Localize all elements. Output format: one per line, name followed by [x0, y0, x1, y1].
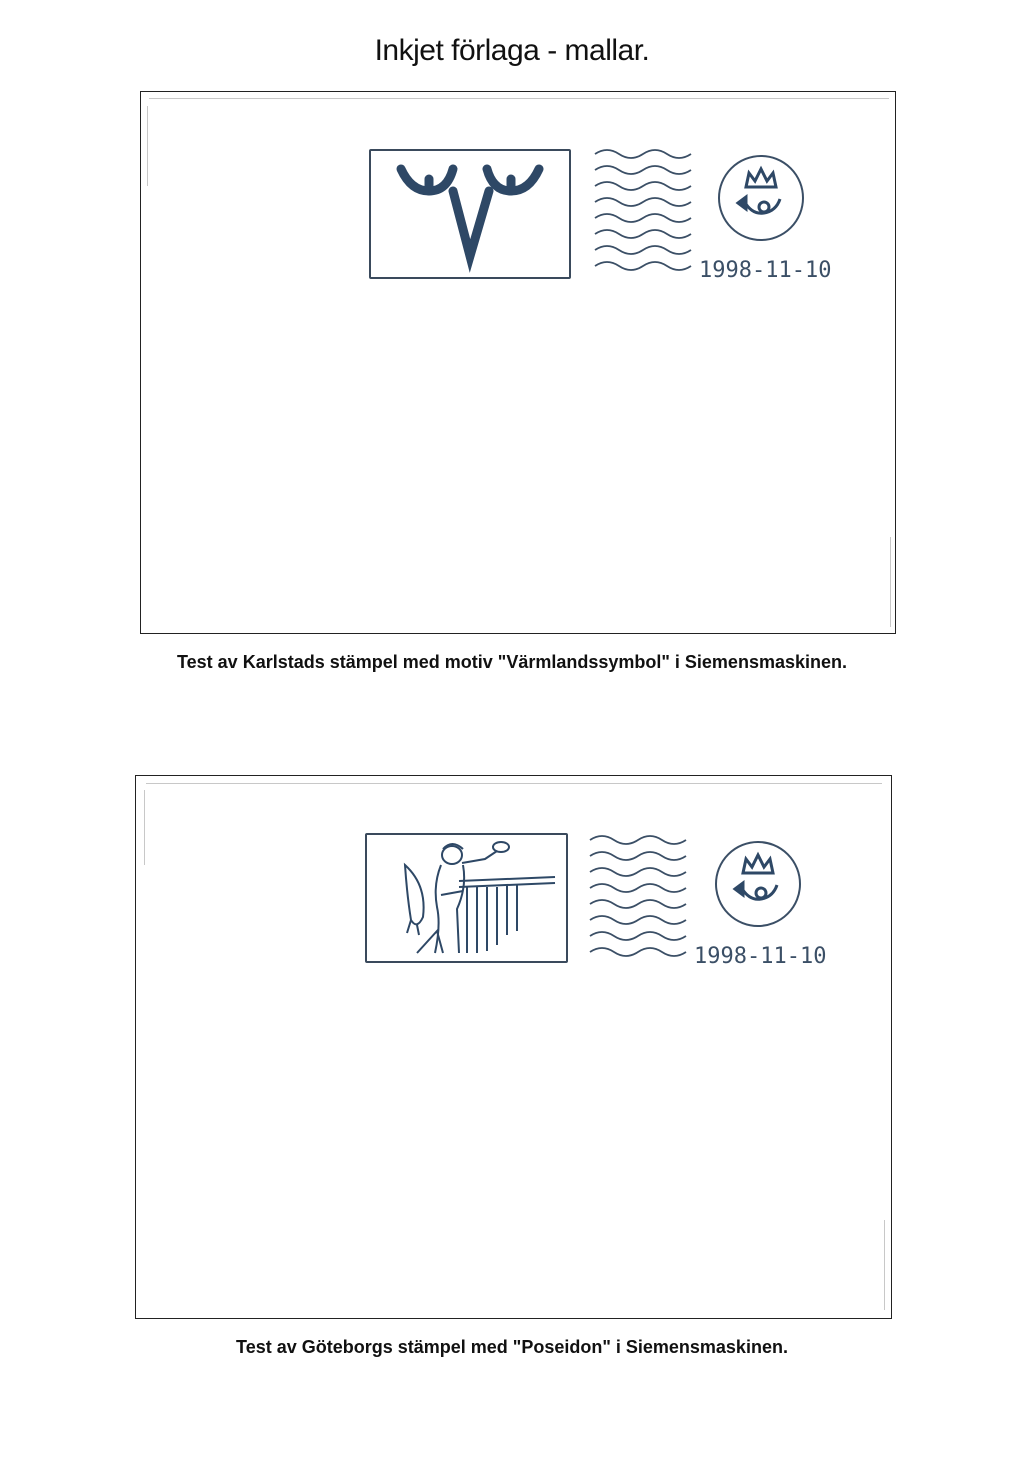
postmark-date: 1998-11-10: [699, 258, 832, 283]
wavy-cancel-lines: [593, 146, 693, 276]
envelope-goteborg: [135, 775, 892, 1319]
page-title: Inkjet förlaga - mallar.: [374, 34, 650, 67]
varmland-symbol-stamp: [369, 149, 571, 279]
scan-edge-left: [147, 106, 148, 186]
scan-edge-top: [146, 783, 882, 784]
scan-edge-right: [884, 1220, 885, 1310]
wavy-cancel-lines: [588, 832, 688, 962]
posthorn-crown-icon: [713, 839, 803, 929]
caption-karlstad: Test av Karlstads stämpel med motiv "Värmlandssymbol" i Siemensmaskinen.: [177, 652, 847, 672]
poseidon-stamp: [365, 833, 568, 963]
envelope-karlstad: [140, 91, 896, 634]
scan-edge-top: [149, 98, 889, 99]
poseidon-icon: [367, 835, 566, 961]
varmland-symbol-icon: [371, 151, 569, 277]
postmark-date: 1998-11-10: [694, 944, 827, 969]
caption-goteborg: Test av Göteborgs stämpel med "Poseidon" i Siemensmaskinen.: [236, 1337, 788, 1357]
scan-edge-left: [144, 790, 145, 865]
posthorn-crown-icon: [716, 153, 806, 243]
scan-edge-right: [890, 537, 891, 627]
